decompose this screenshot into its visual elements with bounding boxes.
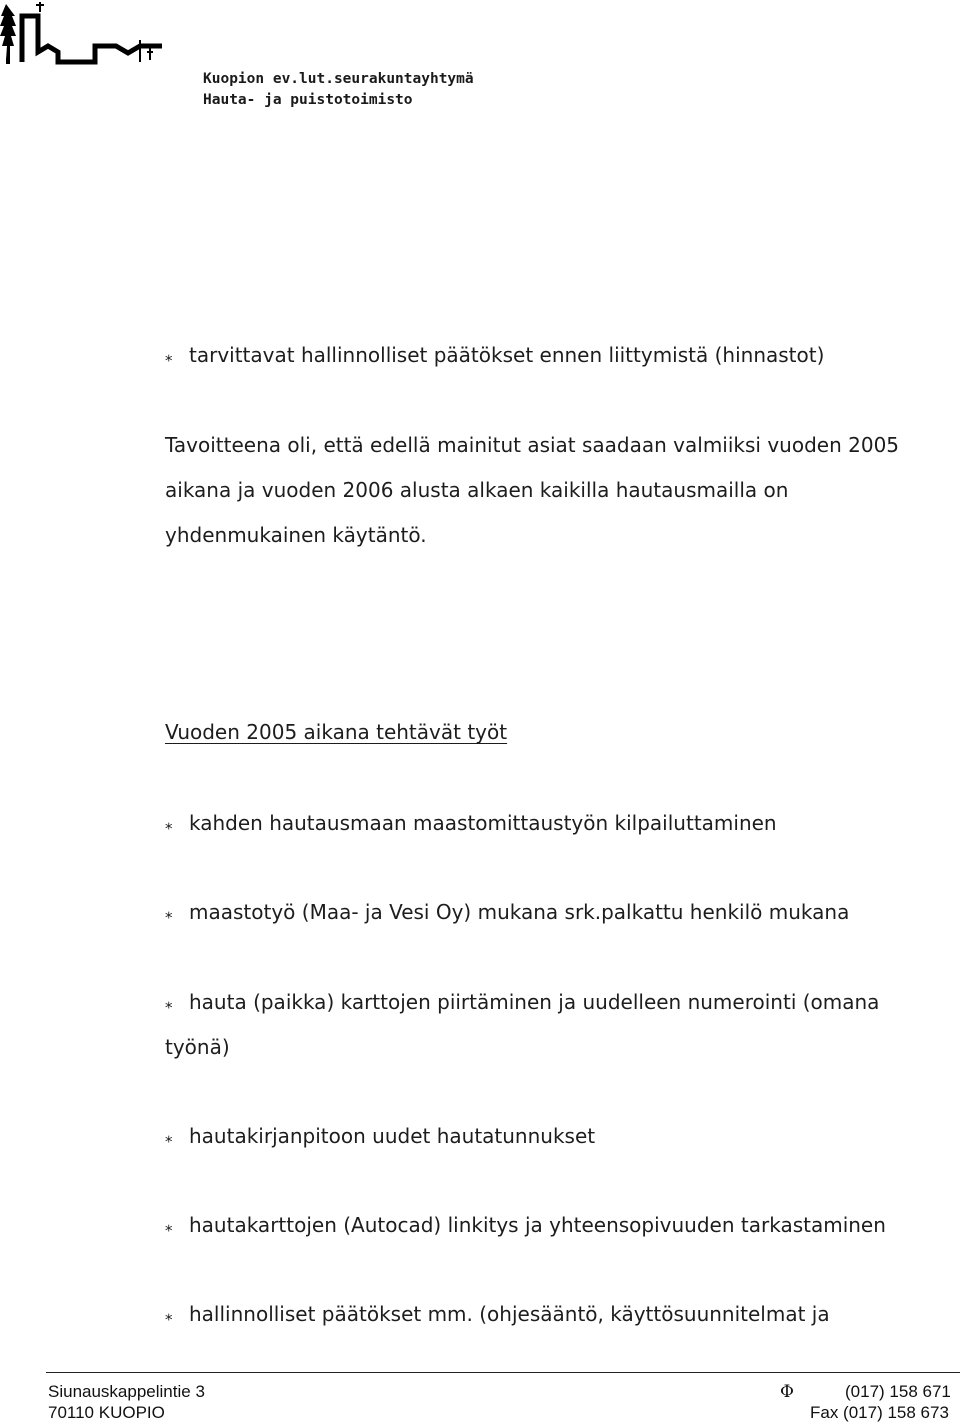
task-text: kahden hautausmaan maastomittaustyön kilpailuttaminen — [189, 811, 777, 835]
organization-name: Kuopion ev.lut.seurakuntayhtymä — [203, 71, 474, 87]
bullet-icon: ⁎ — [165, 815, 173, 833]
paragraph-line: Tavoitteena oli, että edellä mainitut asiat saadaan valmiiksi vuoden 2005 — [165, 433, 900, 457]
footer-address-city: 70110 KUOPIO — [48, 1403, 165, 1422]
bullet-icon: ⁎ — [165, 904, 173, 922]
task-text: hauta (paikka) karttojen piirtäminen ja uudelleen numerointi (omana — [189, 990, 880, 1014]
task-text: maastotyö (Maa- ja Vesi Oy) mukana srk.palkattu henkilö mukana — [189, 900, 850, 924]
paragraph-line: aikana ja vuoden 2006 alusta alkaen kaikilla hautausmailla on — [165, 478, 789, 502]
task-text-continuation: työnä) — [165, 1035, 230, 1059]
bullet-icon: ⁎ — [165, 1217, 173, 1235]
footer-phone: (017) 158 671 — [845, 1382, 951, 1401]
task-text: hallinnolliset päätökset mm. (ohjesääntö, käyttösuunnitelmat ja — [189, 1302, 830, 1326]
bullet-icon: ⁎ — [165, 1306, 173, 1324]
department-name: Hauta- ja puistotoimisto — [203, 92, 413, 108]
task-list-item — [165, 990, 879, 1015]
task-text: hautakarttojen (Autocad) linkitys ja yhteensopivuuden tarkastaminen — [189, 1213, 886, 1237]
task-text: hautakirjanpitoon uudet hautatunnukset — [189, 1124, 596, 1148]
task-list-item — [165, 811, 777, 836]
bullet-icon: ⁎ — [165, 994, 173, 1012]
footer-divider — [46, 1372, 960, 1373]
task-list-item — [165, 1124, 595, 1149]
section-heading: Vuoden 2005 aikana tehtävät työt — [165, 720, 508, 744]
footer-address-street: Siunauskappelintie 3 — [48, 1382, 205, 1401]
task-list-item — [165, 900, 849, 925]
phone-icon: Φ — [780, 1382, 794, 1402]
intro-bullet-item — [165, 343, 824, 368]
task-list-item — [165, 1213, 886, 1238]
paragraph-line: yhdenmukainen käytäntö. — [165, 523, 427, 547]
task-list-item — [165, 1302, 830, 1327]
footer-fax: Fax (017) 158 673 — [810, 1403, 949, 1422]
bullet-icon: ⁎ — [165, 1128, 173, 1146]
intro-bullet-text: tarvittavat hallinnolliset päätökset ennen liittymistä (hinnastot) — [189, 343, 825, 367]
church-logo-icon — [0, 0, 170, 75]
bullet-icon: ⁎ — [165, 347, 173, 365]
